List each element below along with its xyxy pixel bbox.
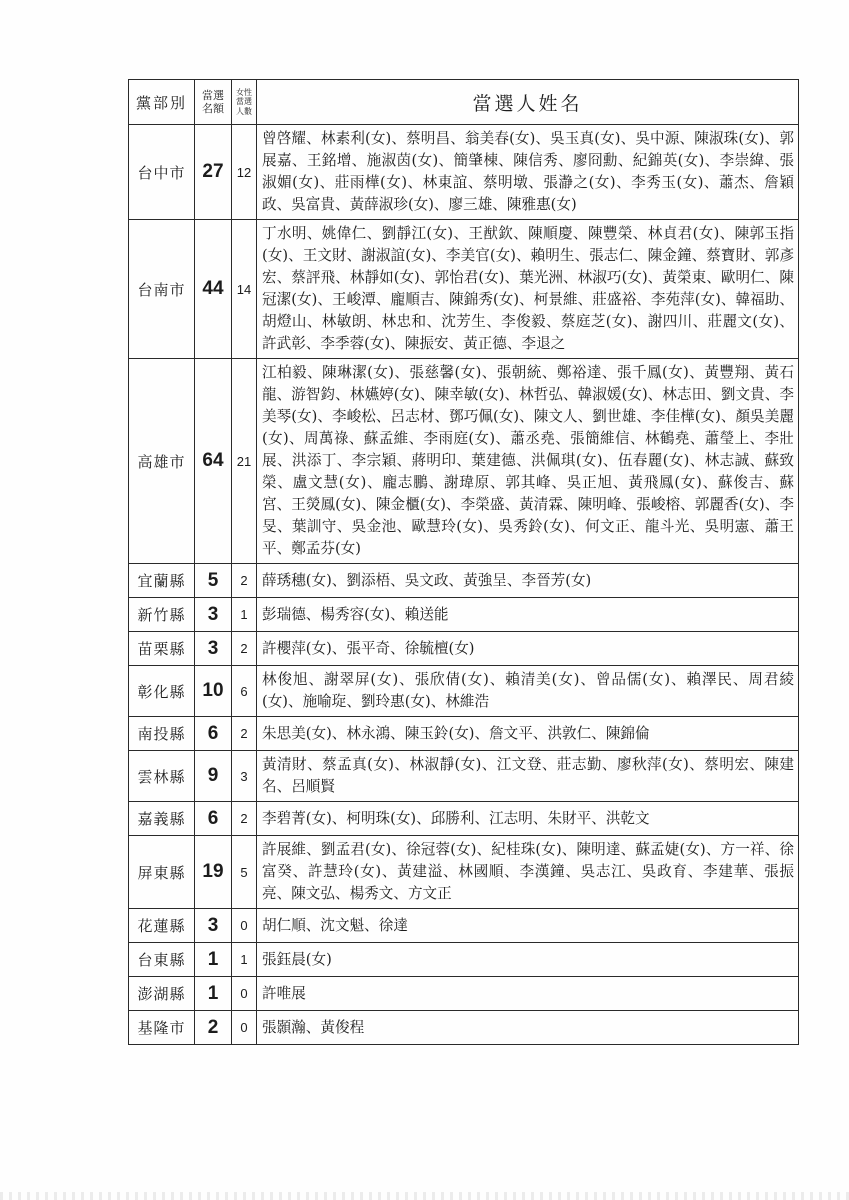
table-row — [129, 359, 799, 564]
table-row — [129, 125, 799, 220]
header-names: 當選人姓名 — [257, 80, 799, 125]
seats-cell: 44 — [195, 220, 232, 359]
table-header-row — [129, 80, 799, 125]
women-cell: 0 — [232, 977, 257, 1011]
header-women-line: 當選 — [236, 97, 252, 107]
seats-cell: 64 — [195, 359, 232, 564]
table-row — [129, 943, 799, 977]
header-women-line: 人數 — [236, 106, 252, 116]
seats-cell: 3 — [195, 632, 232, 666]
table-row — [129, 802, 799, 836]
names-cell: 朱思美(女)、林永鴻、陳玉鈴(女)、詹文平、洪敦仁、陳錦倫 — [257, 717, 799, 751]
election-results-sheet — [128, 79, 798, 1045]
party-cell: 台南市 — [129, 220, 195, 359]
party-cell: 澎湖縣 — [129, 977, 195, 1011]
party-cell: 彰化縣 — [129, 666, 195, 717]
table-row — [129, 836, 799, 909]
names-cell: 黃清財、蔡孟真(女)、林淑靜(女)、江文登、莊志勤、廖秋萍(女)、蔡明宏、陳建名、呂順賢 — [257, 751, 799, 802]
names-cell: 許展維、劉孟君(女)、徐冠蓉(女)、紀桂珠(女)、陳明達、蘇孟婕(女)、方一祥、徐富癸、許慧玲(女)、黃建溢、林國順、李漢鐘、吳志江、吳政育、李建華、張振亮、陳文弘、楊秀文、方文正 — [257, 836, 799, 909]
header-women — [232, 80, 257, 125]
women-cell: 1 — [232, 598, 257, 632]
table-row — [129, 632, 799, 666]
header-women-line: 女性 — [236, 87, 252, 97]
names-cell: 林俊旭、謝翠屏(女)、張欣倩(女)、賴清美(女)、曾品儒(女)、賴澤民、周君綾(女)、施喻琁、劉玲惠(女)、林維浩 — [257, 666, 799, 717]
table-row — [129, 909, 799, 943]
table-row — [129, 598, 799, 632]
names-cell: 李碧菁(女)、柯明珠(女)、邱勝利、江志明、朱財平、洪乾文 — [257, 802, 799, 836]
party-cell: 花蓮縣 — [129, 909, 195, 943]
women-cell: 5 — [232, 836, 257, 909]
names-cell: 張顥瀚、黃俊程 — [257, 1011, 799, 1045]
table-row — [129, 1011, 799, 1045]
table-row — [129, 220, 799, 359]
elected-candidates-table — [128, 79, 799, 1045]
party-cell: 台東縣 — [129, 943, 195, 977]
women-cell: 14 — [232, 220, 257, 359]
seats-cell: 6 — [195, 802, 232, 836]
party-cell: 南投縣 — [129, 717, 195, 751]
party-cell: 高雄市 — [129, 359, 195, 564]
women-cell: 0 — [232, 909, 257, 943]
women-cell: 2 — [232, 802, 257, 836]
seats-cell: 9 — [195, 751, 232, 802]
names-cell: 許櫻萍(女)、張平奇、徐毓檀(女) — [257, 632, 799, 666]
seats-cell: 5 — [195, 564, 232, 598]
header-party: 黨部別 — [129, 80, 195, 125]
party-cell: 雲林縣 — [129, 751, 195, 802]
names-cell: 胡仁順、沈文魁、徐達 — [257, 909, 799, 943]
table-row — [129, 977, 799, 1011]
seats-cell: 2 — [195, 1011, 232, 1045]
names-cell: 彭瑞德、楊秀容(女)、賴送能 — [257, 598, 799, 632]
women-cell: 2 — [232, 632, 257, 666]
party-cell: 基隆市 — [129, 1011, 195, 1045]
header-seats-line: 名額 — [202, 102, 224, 115]
party-cell: 宜蘭縣 — [129, 564, 195, 598]
names-cell: 丁水明、姚偉仁、劉靜江(女)、王猷欽、陳順慶、陳豐榮、林貞君(女)、陳郭玉指(女)、王文財、謝淑誼(女)、李美官(女)、賴明生、張志仁、陳金鐘、蔡寶財、郭彥宏、蔡評飛、林靜如(女)、郭怡君(女)、葉光洲、林淑巧(女)、黃榮東、歐明仁、陳冠潔(女)、王峻潭、龐順吉、陳錦秀(女)、柯景維、莊盛裕、李苑萍(女)、韓福助、胡燈山、林敏朗、林忠和、沈芳生、李俊毅、蔡庭芝(女)、謝四川、莊麗文(女)、許武彰、李季蓉(女)、陳振安、黃正德、李退之 — [257, 220, 799, 359]
women-cell: 6 — [232, 666, 257, 717]
header-seats — [195, 80, 232, 125]
seats-cell: 3 — [195, 598, 232, 632]
party-cell: 屏東縣 — [129, 836, 195, 909]
table-row — [129, 717, 799, 751]
women-cell: 1 — [232, 943, 257, 977]
party-cell: 台中市 — [129, 125, 195, 220]
seats-cell: 1 — [195, 943, 232, 977]
seats-cell: 1 — [195, 977, 232, 1011]
party-cell: 苗栗縣 — [129, 632, 195, 666]
women-cell: 2 — [232, 564, 257, 598]
table-row — [129, 751, 799, 802]
women-cell: 21 — [232, 359, 257, 564]
table-row — [129, 666, 799, 717]
names-cell: 曾啓耀、林素利(女)、蔡明昌、翁美春(女)、吳玉真(女)、吳中源、陳淑珠(女)、郭展嘉、王銘增、施淑茵(女)、簡肇棟、陳信秀、廖冏勳、紀錦英(女)、李崇緯、張淑媚(女)、莊雨樺(女)、林東誼、蔡明墩、張瀞之(女)、李秀玉(女)、蕭杰、詹穎政、吳富貴、黃薛淑珍(女)、廖三雄、陳雅惠(女) — [257, 125, 799, 220]
seats-cell: 19 — [195, 836, 232, 909]
seats-cell: 3 — [195, 909, 232, 943]
scan-noise-strip — [0, 1192, 849, 1200]
header-seats-line: 當選 — [202, 89, 224, 102]
seats-cell: 6 — [195, 717, 232, 751]
names-cell: 薛琇穗(女)、劉添梧、吳文政、黃強呈、李晉芳(女) — [257, 564, 799, 598]
women-cell: 3 — [232, 751, 257, 802]
seats-cell: 10 — [195, 666, 232, 717]
names-cell: 許唯展 — [257, 977, 799, 1011]
party-cell: 新竹縣 — [129, 598, 195, 632]
women-cell: 12 — [232, 125, 257, 220]
party-cell: 嘉義縣 — [129, 802, 195, 836]
women-cell: 0 — [232, 1011, 257, 1045]
women-cell: 2 — [232, 717, 257, 751]
names-cell: 江柏毅、陳琳潔(女)、張慈馨(女)、張朝統、鄭裕達、張千鳳(女)、黃豐翔、黃石龍、游智鈞、林嬿婷(女)、陳幸敏(女)、林哲弘、韓淑媛(女)、林志田、劉文貴、李美琴(女)、李峻松、呂志材、鄧巧佩(女)、陳文人、劉世雄、李佳樺(女)、顏吳美麗(女)、周萬祿、蘇孟維、李雨庭(女)、蕭丞堯、張簡維信、林鶴堯、蕭瑩上、李壯展、洪添丁、李宗穎、蔣明印、葉建德、洪佩琪(女)、伍春麗(女)、林志誠、蘇致榮、盧文慧(女)、龐志鵬、謝瑋原、郭其峰、吳正旭、黃飛鳳(女)、蘇俊吉、蘇宮、王熒鳳(女)、陳金櫃(女)、李榮盛、黃清霖、陳明峰、張峻榕、郭麗香(女)、李旻、葉訓守、吳金池、歐慧玲(女)、吳秀鈴(女)、何文正、龍斗光、吳明憲、蕭王平、鄭孟芬(女) — [257, 359, 799, 564]
seats-cell: 27 — [195, 125, 232, 220]
names-cell: 張鈺晨(女) — [257, 943, 799, 977]
table-row — [129, 564, 799, 598]
